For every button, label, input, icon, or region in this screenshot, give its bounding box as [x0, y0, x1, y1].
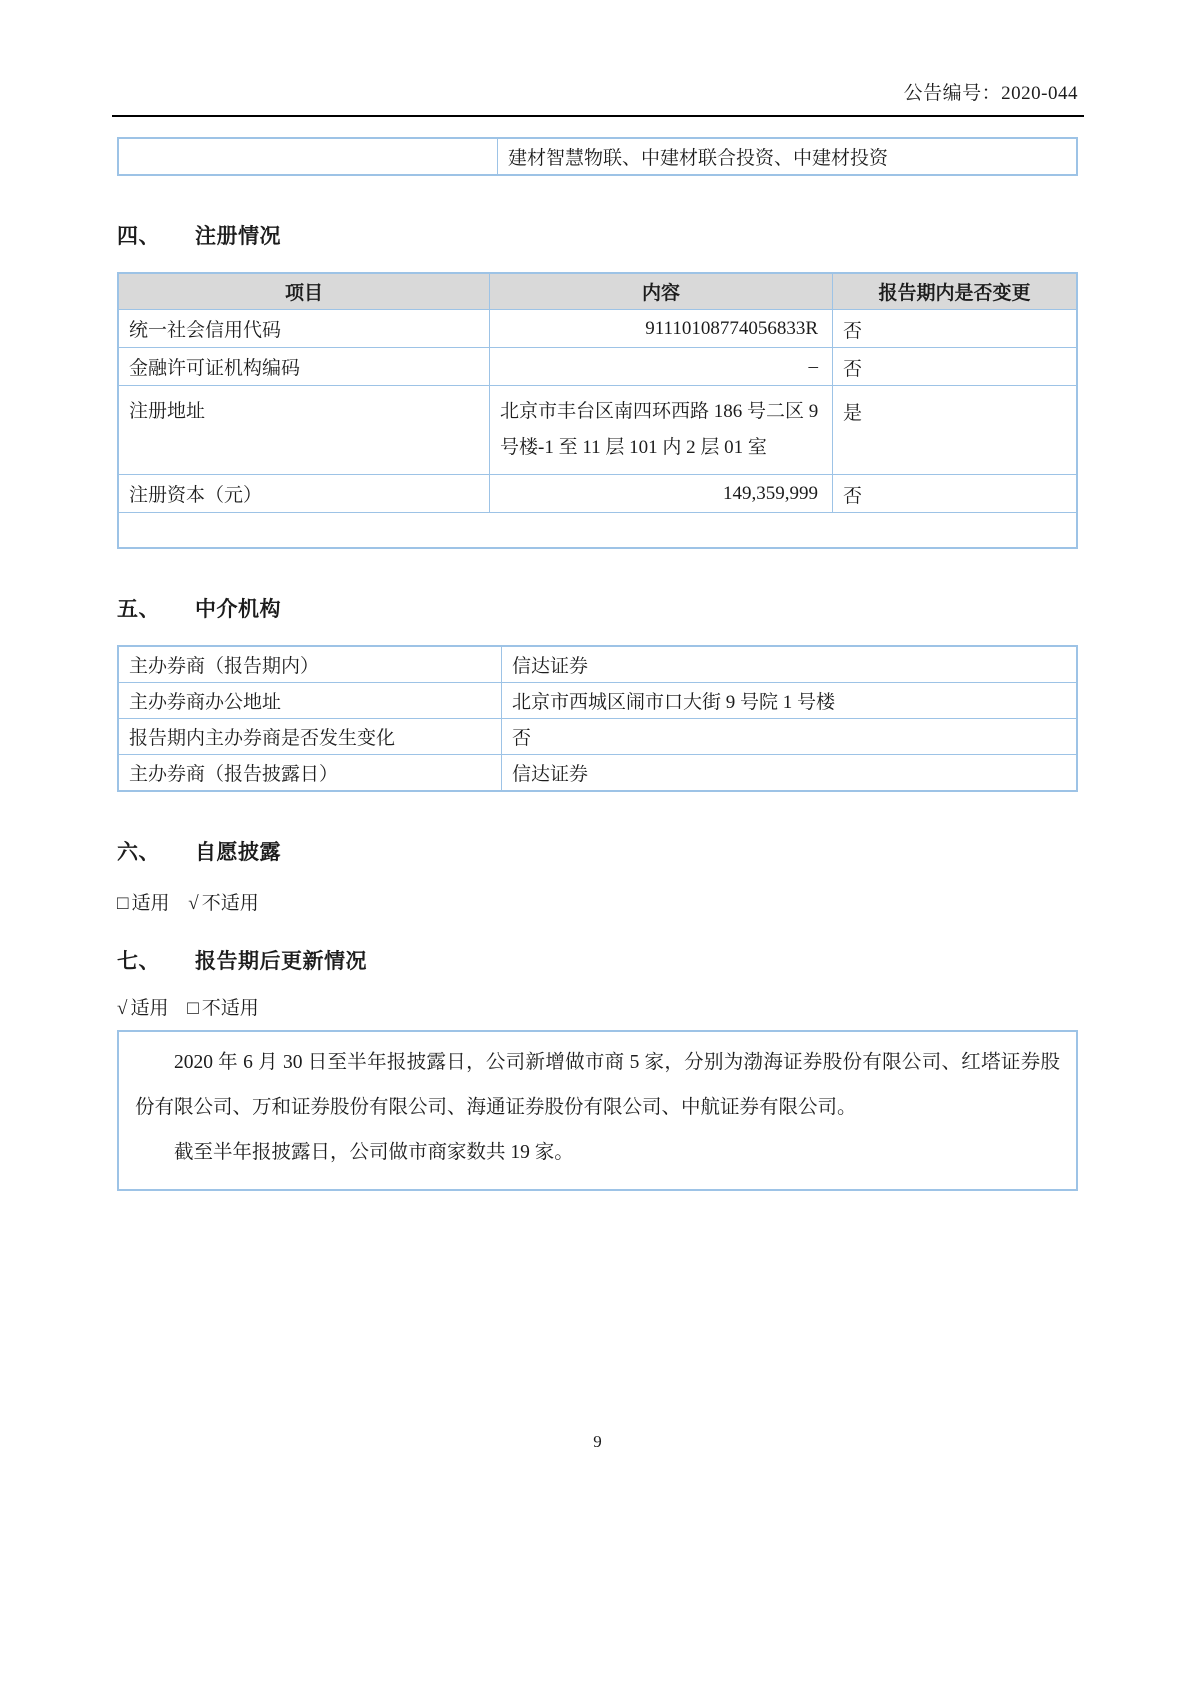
- section-4-heading: [117, 220, 1078, 250]
- row-content-value: 北京市丰台区南四环西路 186 号二区 9 号楼-1 至 11 层 101 内 2 层 01 室: [490, 386, 833, 475]
- row-item-label: 注册地址: [118, 386, 490, 475]
- column-header-content: 内容: [490, 273, 833, 310]
- update-paragraph: 截至半年报披露日，公司做市商家数共 19 家。: [174, 1142, 574, 1163]
- section-number: 四、: [117, 224, 160, 248]
- intermediary-table: [117, 645, 1078, 792]
- row-value: 信达证券: [502, 755, 1078, 792]
- carried-over-value-cell: 建材智慧物联、中建材联合投资、中建材投资: [498, 138, 1078, 175]
- row-item-label: 统一社会信用代码: [118, 310, 490, 348]
- table-row: [118, 386, 1077, 475]
- section-6-heading: [117, 836, 1078, 866]
- section-title: 注册情况: [195, 224, 281, 248]
- option-label: 适用: [130, 998, 169, 1019]
- option-label: 不适用: [201, 893, 259, 914]
- section-number: 七、: [117, 949, 160, 973]
- section-7-heading: [117, 945, 1078, 975]
- table-row-empty: [118, 513, 1077, 549]
- row-label: 主办券商办公地址: [118, 683, 502, 719]
- row-content-value: –: [490, 348, 833, 386]
- section-number: 六、: [117, 840, 160, 864]
- option-not-selected: [117, 893, 170, 914]
- section-5-heading: [117, 593, 1078, 623]
- row-content-value: 149,359,999: [490, 475, 833, 513]
- section-7-applicability: [117, 993, 1078, 1020]
- document-page: [117, 0, 1078, 1191]
- table-row: [118, 755, 1077, 792]
- row-value: 北京市西城区闹市口大街 9 号院 1 号楼: [502, 683, 1078, 719]
- row-changed-flag: 是: [833, 386, 1078, 475]
- column-header-changed: 报告期内是否变更: [833, 273, 1078, 310]
- table-row: [118, 348, 1077, 386]
- row-item-label: 金融许可证机构编码: [118, 348, 490, 386]
- row-item-label: 注册资本（元）: [118, 475, 490, 513]
- row-changed-flag: 否: [833, 475, 1078, 513]
- row-changed-flag: 否: [833, 310, 1078, 348]
- section-title: 中介机构: [195, 597, 281, 621]
- option-not-selected: [187, 998, 259, 1019]
- option-label: 适用: [131, 893, 170, 914]
- row-changed-flag: 否: [833, 348, 1078, 386]
- section-number: 五、: [117, 597, 160, 621]
- row-label: 报告期内主办券商是否发生变化: [118, 719, 502, 755]
- carried-over-empty-cell: [118, 138, 498, 175]
- option-label: 不适用: [201, 998, 259, 1019]
- carried-over-table: [117, 137, 1078, 176]
- table-row: [118, 646, 1077, 683]
- header-divider: [112, 115, 1084, 117]
- option-selected: [117, 998, 168, 1019]
- table-row: [118, 310, 1077, 348]
- checkbox-empty-icon: □: [117, 893, 129, 914]
- row-value: 否: [502, 719, 1078, 755]
- checkmark-icon: √: [188, 893, 199, 914]
- table-row: [118, 719, 1077, 755]
- table-row: [118, 138, 1077, 175]
- section-title: 自愿披露: [195, 840, 281, 864]
- checkbox-empty-icon: □: [187, 998, 199, 1019]
- row-label: 主办券商（报告期内）: [118, 646, 502, 683]
- column-header-item: 项目: [118, 273, 490, 310]
- table-row: [118, 683, 1077, 719]
- row-label: 主办券商（报告披露日）: [118, 755, 502, 792]
- page-number: 9: [593, 1432, 602, 1451]
- checkmark-icon: √: [117, 998, 128, 1019]
- row-content-value: 91110108774056833R: [490, 310, 833, 348]
- update-paragraph: 2020 年 6 月 30 日至半年报披露日，公司新增做市商 5 家，分别为渤海证券股份有限公司、红塔证券股份有限公司、万和证券股份有限公司、海通证券股份有限公司、中航证券有限公司。: [135, 1052, 1060, 1118]
- option-selected: [188, 893, 258, 914]
- announcement-number: 公告编号：2020-044: [903, 83, 1078, 104]
- section-title: 报告期后更新情况: [195, 949, 367, 973]
- registration-table: [117, 272, 1078, 549]
- empty-cell: [118, 513, 1077, 549]
- row-value: 信达证券: [502, 646, 1078, 683]
- table-row: [118, 475, 1077, 513]
- section-6-applicability: [117, 888, 1078, 915]
- table-header-row: [118, 273, 1077, 310]
- post-period-update-box: [117, 1030, 1078, 1191]
